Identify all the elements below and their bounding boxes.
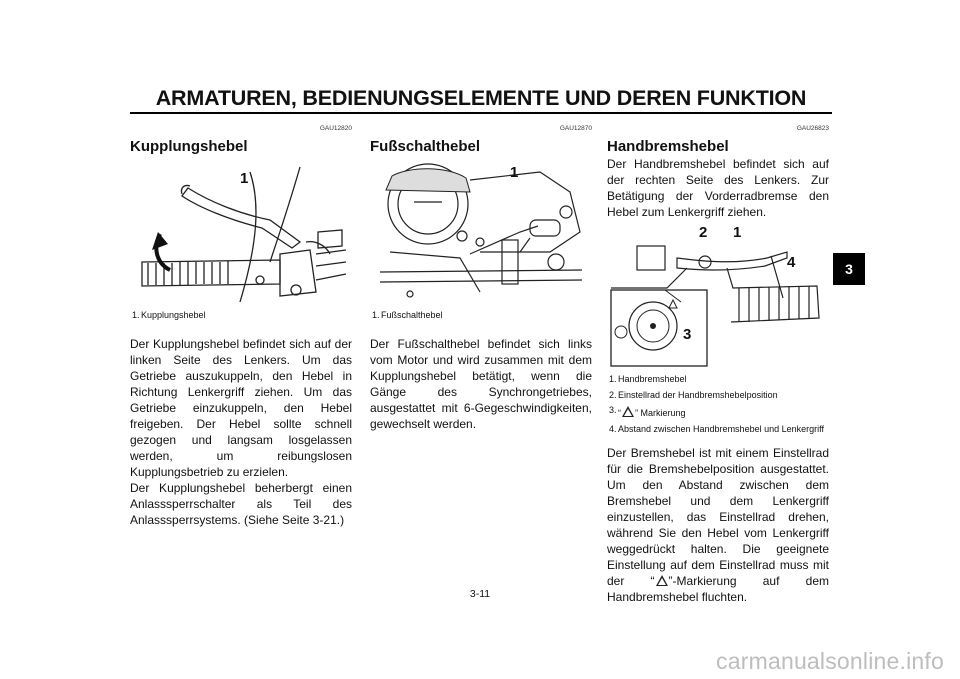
clutch-lever-figure [130, 162, 352, 302]
caption-text: Einstellrad der Handbremshebelposition [618, 389, 778, 400]
figure-label-4: 4 [787, 254, 796, 271]
section-code: GAU12870 [559, 125, 592, 132]
header-rule [130, 112, 832, 114]
caption-item [609, 374, 829, 386]
caption-text: Handbremshebel [618, 374, 687, 384]
body-paragraph: Der Kupplungshebel befindet sich auf der linken Seite des Lenkers. Um das Getriebe auszukuppeln, den Hebel in Richtung Lenkergriff ziehen. Um das Getriebe einzukuppeln, den Hebel freigeben. Der Hebel sollte schnell gezogen und langsam losgelassen werden, um reibungslosen Kupplungsbetrieb zu erzielen. [130, 336, 352, 479]
figure-caption [130, 310, 352, 322]
triangle-mark-icon [622, 406, 634, 417]
section-code: GAU26823 [796, 125, 829, 132]
section-shift-pedal [370, 124, 592, 432]
figure-label-3: 3 [683, 326, 692, 343]
page-number: 3-11 [469, 588, 491, 600]
section-code: GAU12820 [319, 125, 352, 132]
paragraph-text: ”-Markierung auf dem Handbremshebel fluchten. [607, 574, 829, 604]
figure-caption [370, 310, 592, 322]
caption-item [132, 310, 352, 322]
shift-pedal-illustration [370, 162, 592, 302]
watermark: carmanualsonline.info [716, 648, 944, 674]
body-paragraph [607, 445, 829, 605]
caption-text: Kupplungshebel [141, 310, 206, 320]
brake-lever-illustration [607, 228, 829, 368]
figure-label-1: 1 [240, 170, 249, 187]
shift-pedal-figure [370, 162, 592, 302]
caption-item [372, 310, 592, 322]
paragraph-text: Der Bremshebel ist mit einem Einstellrad für die Bremshebelposition ausgestattet. Um den Abstand zwischen dem Bremshebel und dem Lenkergriff einzustellen, das Einstellrad drehen, während Sie den Hebel vom Lenkergriff weggedrückt halten. Die geeignete Einstellung auf dem Einstellrad muss mit der “ [607, 446, 829, 588]
section-title: Handbremshebel [607, 138, 729, 155]
caption-item [609, 389, 829, 402]
caption-text: ” Markierung [635, 408, 686, 418]
figure-caption [607, 374, 829, 435]
figure-label-1: 1 [510, 164, 519, 181]
caption-number: 2. [609, 389, 617, 400]
intro-paragraph: Der Handbremshebel befindet sich auf der rechten Seite des Lenkers. Zur Betätigung der Vorderradbremse den Hebel zum Lenkergriff ziehen. [607, 157, 829, 219]
section-clutch-lever [130, 124, 352, 528]
chapter-tab: 3 [833, 253, 865, 285]
caption-item [609, 423, 829, 436]
caption-number: 4. [609, 423, 617, 434]
page-header [130, 86, 832, 116]
section-title: Kupplungshebel [130, 138, 248, 155]
section-title: Fußschalthebel [370, 138, 481, 155]
brake-lever-figure [607, 224, 829, 368]
body-paragraph: Der Fußschalthebel befindet sich links vom Motor und wird zusammen mit dem Kupplungshebel betätigt, wenn die Gänge des Synchrongetriebes, ausgestattet mit 6-Gegeschwindigkeiten, gewechselt werden. [370, 336, 592, 431]
caption-text: Abstand zwischen Handbremshebel und Lenkergriff [618, 423, 824, 434]
triangle-mark-icon [656, 575, 668, 586]
caption-text: Fußschalthebel [381, 310, 443, 320]
figure-label-2: 2 [699, 224, 708, 241]
body-paragraph: Der Kupplungshebel beherbergt einen Anlasssperrschalter als Teil des Anlasssperrsystems. (Siehe Seite 3-21.) [130, 480, 352, 527]
caption-number: 3. [609, 405, 617, 415]
figure-label-1: 1 [733, 224, 742, 241]
caption-number: 1. [132, 310, 140, 320]
caption-number: 1. [372, 310, 380, 320]
page-title: ARMATUREN, BEDIENUNGSELEMENTE UND DEREN FUNKTION [155, 86, 807, 110]
caption-text: “ [618, 408, 621, 418]
caption-item [609, 405, 829, 420]
caption-number: 1. [609, 374, 617, 384]
section-brake-lever [607, 124, 829, 605]
